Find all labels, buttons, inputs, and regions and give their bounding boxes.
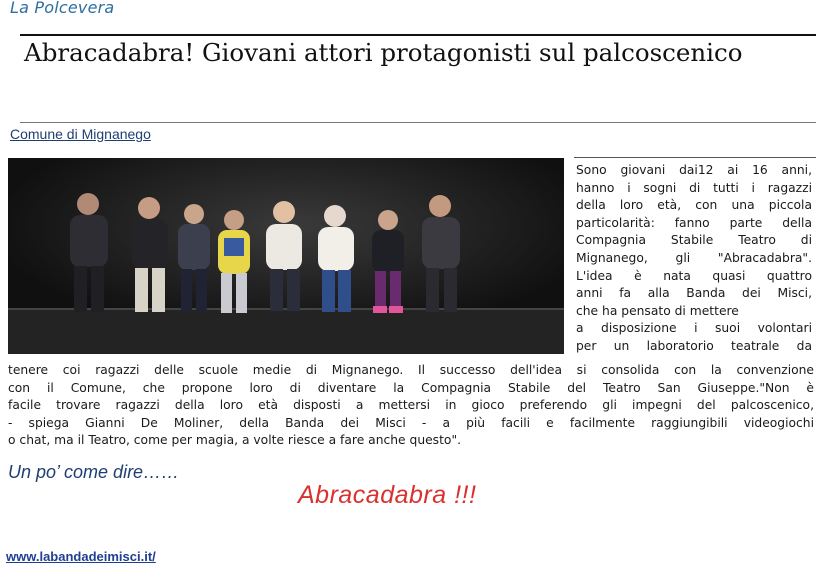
body-line: - spiega Gianni De Moliner, della Banda dei Misci - a più facili e facilmente raggiungibili videogiochi	[8, 415, 814, 430]
article-body	[8, 362, 814, 450]
side-line: L'idea è nata quasi quattro	[576, 268, 812, 283]
side-line: hanno i sogni di tutti i ragazzi	[576, 180, 812, 195]
side-line: della loro età, con una piccola	[576, 198, 812, 213]
closing-phrase: Un po’ come dire……	[8, 462, 180, 482]
article-title: Abracadabra! Giovani attori protagonisti sul palcoscenico	[24, 38, 743, 67]
side-line: Mignanego, gli "Abracadabra".	[576, 250, 812, 265]
side-line: anni fa alla Banda dei Misci,	[576, 286, 812, 301]
side-column-text	[576, 162, 812, 356]
section-link[interactable]: Comune di Mignanego	[10, 126, 151, 142]
publication-name: La Polcevera	[10, 0, 115, 17]
website-link[interactable]: www.labandadeimisci.it/	[6, 549, 156, 564]
side-column-rule	[574, 157, 816, 158]
side-line: che ha pensato di mettere	[576, 303, 739, 318]
side-line: Sono giovani dai12 ai 16 anni,	[576, 163, 812, 177]
side-line: particolarità: fanno parte della	[576, 215, 812, 230]
body-line: con il Comune, che propone loro di diventare la Compagnia Stabile del Teatro San Giuseppe."Non è	[8, 380, 814, 395]
side-line: per un laboratorio teatrale da	[576, 338, 812, 353]
body-line: facile trovare ragazzi della loro età disposti a mettersi in gioco preferendo gli impegni del palcoscenico,	[8, 398, 814, 413]
title-box	[20, 34, 816, 123]
article-photo	[8, 158, 564, 354]
side-line: a disposizione i suoi volontari	[576, 321, 812, 336]
signoff-text: Abracadabra !!!	[298, 481, 477, 509]
side-line: Compagnia Stabile Teatro di	[576, 233, 812, 248]
body-line: o chat, ma il Teatro, come per magia, a volte riesce a fare anche questo".	[8, 433, 462, 448]
body-line: tenere coi ragazzi delle scuole medie di Mignanego. Il successo dell'idea si consolida con la convenzione	[8, 363, 814, 377]
